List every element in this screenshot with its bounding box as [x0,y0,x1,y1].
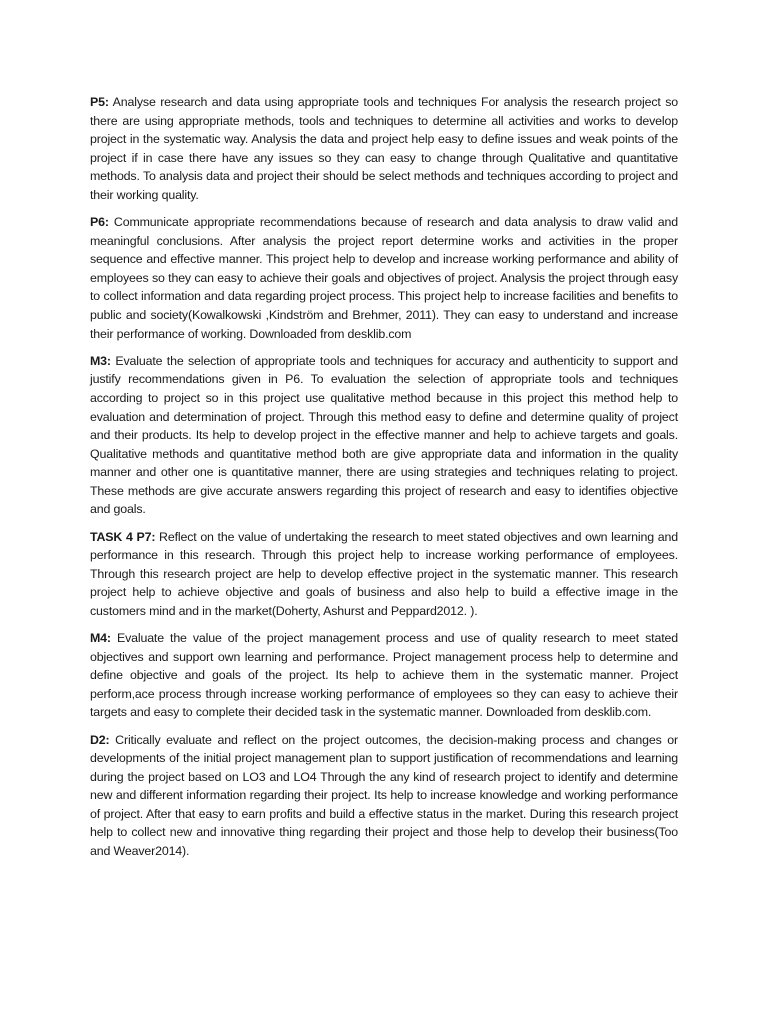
document-page [90,93,678,869]
paragraph-text: Critically evaluate and reflect on the project outcomes, the decision-making process and changes or developments of the initial project management plan to support justification of recommendations and learning during the project based on LO3 and LO4 Through the any kind of research project to identify and determine new and different information regarding their project. Its help to increase knowledge and working performance of project. After that easy to earn profits and build a effective status in the market. During this research project help to collect new and innovative thing regarding their project and those help to develop their business(Too and Weaver2014). [90,732,678,859]
paragraph-text: Evaluate the selection of appropriate tools and techniques for accuracy and authenticity to support and justify recommendations given in P6. To evaluation the selection of appropriate tools and techniques according to project so in this project use qualitative method because in this project this method help to evaluation and determination of project. Through this method easy to define and determine quality of project and their products. Its help to develop project in the effective manner and help to achieve targets and goals. Qualitative methods and quantitative method both are give appropriate data and information in the quality manner and other one is quantitative manner, there are using strategies and techniques relating to project. These methods are give accurate answers regarding this project of research and easy to identifies objective and goals. [90,353,678,517]
paragraph-task4-p7 [90,528,678,621]
paragraph-label: M4: [90,631,111,646]
paragraph-label: P6: [90,215,109,230]
paragraph-label: P5: [90,95,109,109]
paragraph-label: M3: [90,353,111,368]
paragraph-text: Analyse research and data using appropriate tools and techniques For analysis the research project so there are using appropriate methods, tools and techniques to determine all activities and works to develop project in the systematic way. Analysis the data and project help easy to define issues and weak points of the project if in case there have any issues so they can easy to change through Qualitative and quantitative methods. To analysis data and project their should be select methods and techniques according to project and their working quality. [90,95,678,202]
paragraph-m3 [90,352,678,519]
paragraph-text: Evaluate the value of the project management process and use of quality research to meet stated objectives and support own learning and performance. Project management process help to determine and define objective and goals of the project. Its help to achieve them in the systematic manner. Project perform,ace process through increase working performance of employees so they can easy to achieve their targets and easy to complete their decided task in the systematic manner. Downloaded from desklib.com. [90,631,678,720]
paragraph-m4 [90,629,678,722]
paragraph-label: TASK 4 P7: [90,529,156,544]
paragraph-p5 [90,93,678,205]
paragraph-text: Communicate appropriate recommendations because of research and data analysis to draw valid and meaningful conclusions. After analysis the project report determine works and activities in the proper sequence and effective manner. This project help to develop and increase working performance and ability of employees so they can easy to achieve their goals and objectives of project. Analysis the project through easy to collect information and data regarding project process. This project help to increase facilities and benefits to public and society(Kowalkowski ,Kindström and Brehmer, 2011). They can easy to understand and increase their performance of working. Downloaded from desklib.com [90,215,678,341]
paragraph-text: Reflect on the value of undertaking the research to meet stated objectives and own learning and performance in this research. Through this project help to increase working performance of employees. Through this research project are help to develop effective project in the systematic manner. This research project help to achieve objective and goals of business and also help to build a effective image in the customers mind and in the market(Doherty, Ashurst and Peppard2012. ). [90,529,678,618]
paragraph-label: D2: [90,732,110,747]
paragraph-p6 [90,213,678,343]
paragraph-d2 [90,731,678,861]
